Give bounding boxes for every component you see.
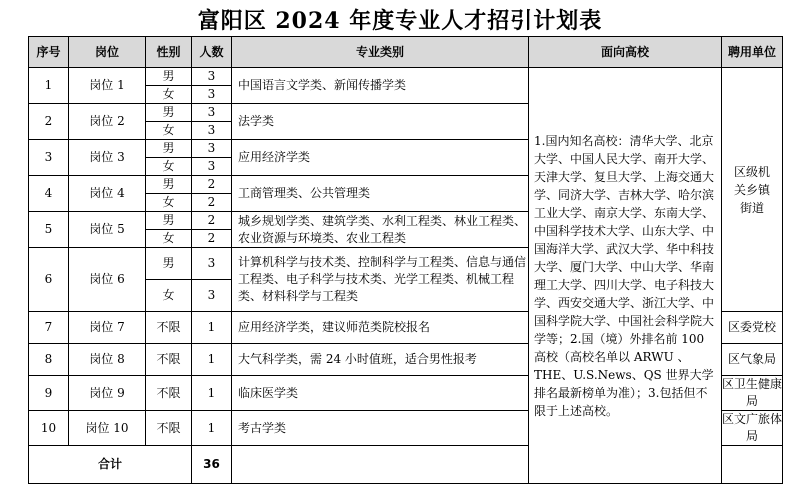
- count-cell: 3: [192, 280, 232, 312]
- header-seq: 序号: [29, 37, 69, 68]
- major-cell: 考古学类: [232, 411, 529, 446]
- major-cell: 应用经济学类，建议师范类院校报名: [232, 312, 529, 344]
- gender-cell: 男: [146, 104, 192, 122]
- header-major: 专业类别: [232, 37, 529, 68]
- gender-cell: 女: [146, 230, 192, 248]
- major-cell: 应用经济学类: [232, 140, 529, 176]
- count-cell: 1: [192, 344, 232, 376]
- gender-cell: 不限: [146, 344, 192, 376]
- seq-cell: 4: [29, 176, 69, 212]
- major-cell: 临床医学类: [232, 376, 529, 411]
- unit-cell: 区卫生健康局: [722, 376, 783, 411]
- post-cell: 岗位 9: [69, 376, 146, 411]
- count-cell: 2: [192, 230, 232, 248]
- post-cell: 岗位 3: [69, 140, 146, 176]
- count-cell: 3: [192, 248, 232, 280]
- seq-cell: 7: [29, 312, 69, 344]
- gender-cell: 不限: [146, 376, 192, 411]
- seq-cell: 8: [29, 344, 69, 376]
- gender-cell: 不限: [146, 411, 192, 446]
- header-school: 面向高校: [529, 37, 722, 68]
- gender-cell: 男: [146, 140, 192, 158]
- header-row: [29, 37, 783, 68]
- seq-cell: 1: [29, 68, 69, 104]
- page-title: 富阳区 2024 年度专业人才招引计划表: [197, 8, 603, 34]
- post-cell: 岗位 4: [69, 176, 146, 212]
- seq-cell: 6: [29, 248, 69, 312]
- unit-merged-cell: [722, 68, 783, 312]
- unit-cell: 区气象局: [722, 344, 783, 376]
- count-cell: 1: [192, 312, 232, 344]
- post-cell: 岗位 7: [69, 312, 146, 344]
- gender-cell: 女: [146, 122, 192, 140]
- total-empty-major: [232, 446, 529, 484]
- total-empty-school: [722, 446, 783, 484]
- post-cell: 岗位 2: [69, 104, 146, 140]
- header-gender: 性别: [146, 37, 192, 68]
- seq-cell: 3: [29, 140, 69, 176]
- post-cell: 岗位 1: [69, 68, 146, 104]
- unit-cell: 区委党校: [722, 312, 783, 344]
- header-post: 岗位: [69, 37, 146, 68]
- gender-cell: 女: [146, 158, 192, 176]
- post-cell: 岗位 5: [69, 212, 146, 248]
- header-count: 人数: [192, 37, 232, 68]
- gender-cell: 女: [146, 280, 192, 312]
- major-cell: 中国语言文学类、新闻传播学类: [232, 68, 529, 104]
- gender-cell: 不限: [146, 312, 192, 344]
- major-cell: 法学类: [232, 104, 529, 140]
- seq-cell: 9: [29, 376, 69, 411]
- count-cell: 3: [192, 86, 232, 104]
- recruitment-table: [28, 36, 783, 484]
- major-cell: 大气科学类，需 24 小时值班，适合男性报考: [232, 344, 529, 376]
- unit-cell: 区文广旅体局: [722, 411, 783, 446]
- post-cell: 岗位 10: [69, 411, 146, 446]
- seq-cell: 2: [29, 104, 69, 140]
- gender-cell: 男: [146, 212, 192, 230]
- count-cell: 2: [192, 176, 232, 194]
- post-cell: 岗位 8: [69, 344, 146, 376]
- count-cell: 1: [192, 376, 232, 411]
- count-cell: 3: [192, 158, 232, 176]
- seq-cell: 5: [29, 212, 69, 248]
- major-cell: 计算机科学与技术类、控制科学与工程类、信息与通信工程类、电子科学与技术类、光学工程类、机械工程类、材料科学与工程类: [232, 248, 529, 312]
- major-cell: 工商管理类、公共管理类: [232, 176, 529, 212]
- count-cell: 2: [192, 212, 232, 230]
- count-cell: 1: [192, 411, 232, 446]
- total-label: 合计: [29, 446, 192, 484]
- table-row: [29, 68, 783, 86]
- gender-cell: 女: [146, 86, 192, 104]
- count-cell: 3: [192, 104, 232, 122]
- gender-cell: 女: [146, 194, 192, 212]
- count-cell: 3: [192, 122, 232, 140]
- seq-cell: 10: [29, 411, 69, 446]
- count-cell: 3: [192, 68, 232, 86]
- gender-cell: 男: [146, 176, 192, 194]
- count-cell: 2: [192, 194, 232, 212]
- unit-merged-text: 区级机关乡镇街道: [733, 164, 770, 215]
- major-cell: 城乡规划学类、建筑学类、水利工程类、林业工程类、农业资源与环境类、农业工程类: [232, 212, 529, 248]
- total-count: 36: [192, 446, 232, 484]
- count-cell: 3: [192, 140, 232, 158]
- schools-cell: 1.国内知名高校：清华大学、北京大学、中国人民大学、南开大学、天津大学、复旦大学、上海交通大学、同济大学、吉林大学、哈尔滨工业大学、南京大学、东南大学、中国科学技术大学、山东大学、中国海洋大学、武汉大学、华中科技大学、厦门大学、中山大学、华南理工大学、四川大学、电子科技大学、西安交通大学、浙江大学、中国科学院大学、中国社会科学院大学等；2.国（境）外排名前 100 高校（高校名单以 ARWU 、THE、U.S.News、QS 世界大学排名最新榜单为准）；3.包括但不限于上述高校。: [529, 68, 722, 484]
- gender-cell: 男: [146, 68, 192, 86]
- gender-cell: 男: [146, 248, 192, 280]
- post-cell: 岗位 6: [69, 248, 146, 312]
- header-unit: 聘用单位: [722, 37, 783, 68]
